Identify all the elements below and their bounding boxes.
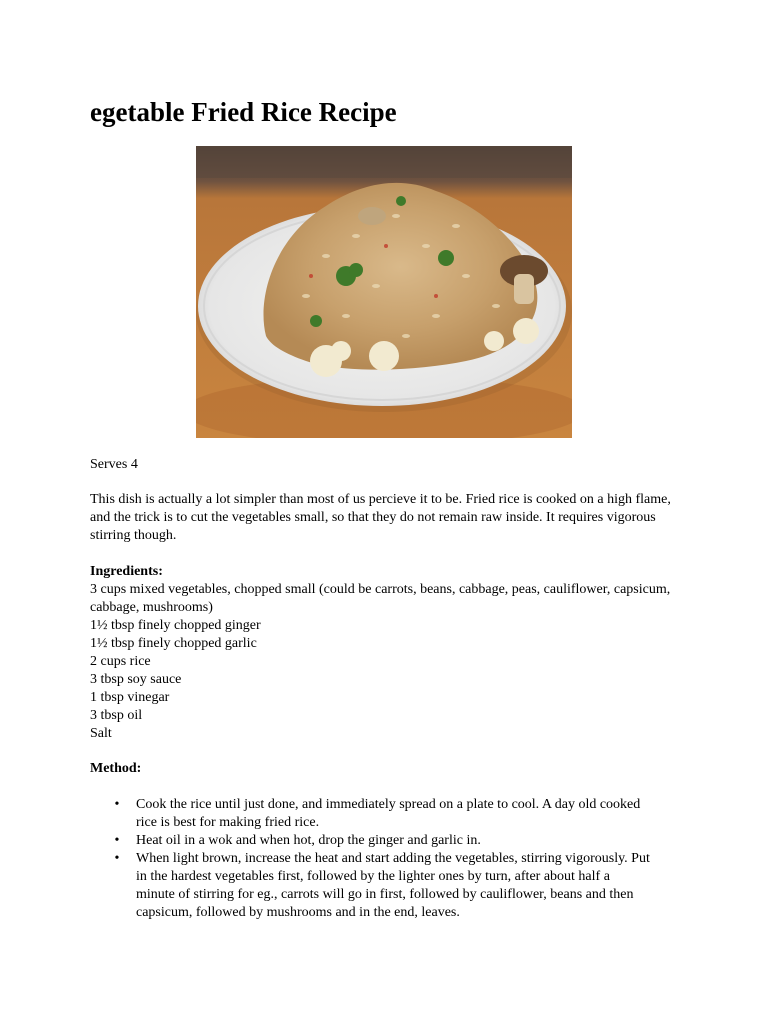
method-step-text: Cook the rice until just done, and immediately spread on a plate to cool. A day old cooked rice is best for making fried rice.	[136, 797, 641, 830]
method-step	[90, 796, 650, 832]
ingredient-item: Salt	[90, 726, 112, 741]
ingredients-heading: Ingredients:	[90, 564, 163, 579]
ingredient-item: 3 cups mixed vegetables, chopped small (could be carrots, beans, cabbage, peas, cauliflower, capsicum, cabbage, mushrooms)	[90, 582, 671, 615]
ingredients-list	[90, 581, 690, 743]
method-step-text: Heat oil in a wok and when hot, drop the ginger and garlic in.	[136, 833, 481, 848]
method-heading: Method:	[90, 761, 142, 776]
method-step	[90, 850, 650, 922]
ingredient-item: 1 tbsp vinegar	[90, 690, 170, 705]
ingredient-item: 3 tbsp soy sauce	[90, 672, 182, 687]
ingredient-item: 2 cups rice	[90, 654, 151, 669]
serves-text: Serves 4	[90, 457, 138, 472]
bullet-icon: •	[114, 851, 120, 866]
method-list	[90, 796, 650, 922]
recipe-title: egetable Fried Rice Recipe	[90, 97, 397, 127]
bullet-icon: •	[114, 797, 120, 812]
method-step-text: When light brown, increase the heat and start adding the vegetables, stirring vigorously. Put in the hardest vegetables first, followed by the lighter ones by turn, after about half a minute of stirring for eg., carrots will go in first, followed by cauliflower, beans and then capsicum, followed by mushrooms and in the end, leaves.	[136, 851, 650, 920]
fried-rice-photo	[196, 146, 572, 438]
ingredient-item: 1½ tbsp finely chopped garlic	[90, 636, 257, 651]
ingredient-item: 1½ tbsp finely chopped ginger	[90, 618, 261, 633]
ingredient-item: 3 tbsp oil	[90, 708, 143, 723]
intro-paragraph: This dish is actually a lot simpler than most of us percieve it to be. Fried rice is cooked on a high flame, and the trick is to cut the vegetables small, so that they do not remain raw inside. It requires vigorous stirring though.	[90, 492, 671, 543]
method-step	[90, 832, 650, 850]
bullet-icon: •	[114, 833, 120, 848]
